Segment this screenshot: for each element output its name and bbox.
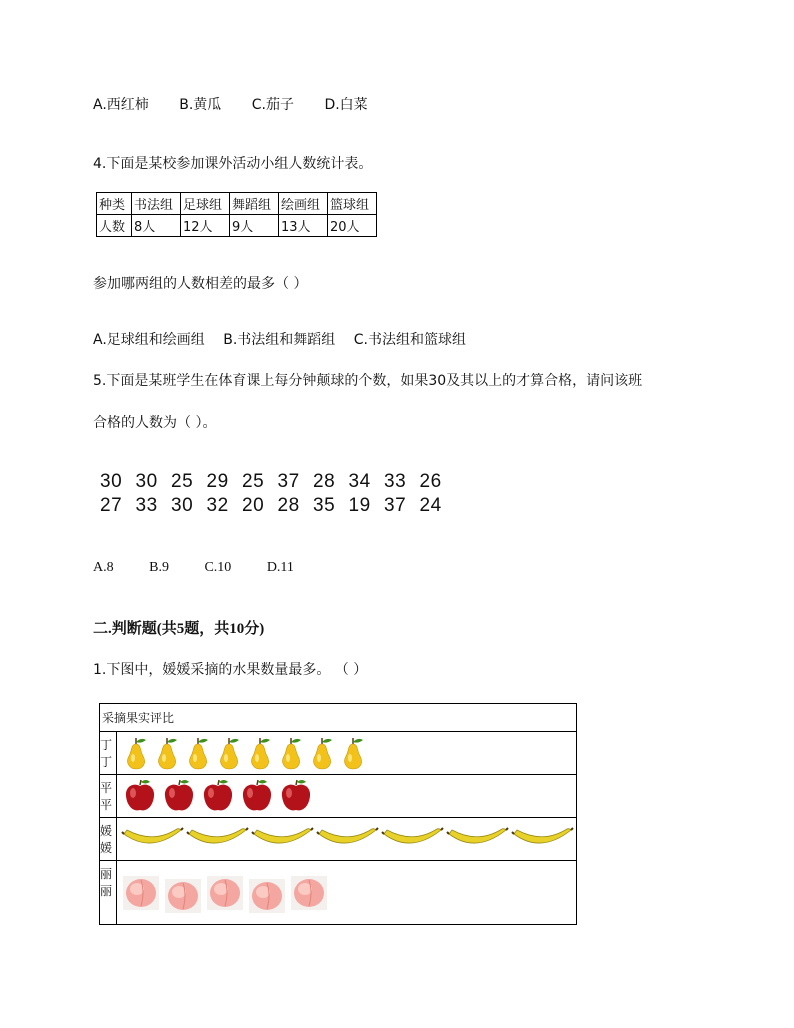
banana-icon bbox=[381, 824, 445, 854]
number-cell: 27 bbox=[100, 495, 123, 516]
q4-option-b[interactable]: B.书法组和舞蹈组 bbox=[223, 332, 336, 348]
q4-option-a[interactable]: A.足球组和绘画组 bbox=[93, 332, 205, 348]
table-cell: 足球组 bbox=[181, 193, 230, 215]
pear-icon bbox=[121, 736, 152, 770]
q4-question: 4.下面是某校参加课外活动小组人数统计表。 bbox=[93, 156, 373, 172]
fruit-row-name: 媛媛 bbox=[100, 818, 117, 861]
q3-option-b[interactable]: B.黄瓜 bbox=[179, 97, 222, 113]
number-cell: 33 bbox=[384, 471, 407, 492]
table-cell: 绘画组 bbox=[279, 193, 328, 215]
q3-option-d[interactable]: D.白菜 bbox=[324, 97, 368, 113]
apple-icon bbox=[160, 779, 199, 813]
pear-icons bbox=[117, 736, 576, 770]
fruit-row-name: 丁丁 bbox=[100, 732, 117, 775]
banana-icon bbox=[316, 824, 380, 854]
fruit-table-title: 采摘果实评比 bbox=[100, 704, 577, 732]
q5-numbers-row2 bbox=[100, 494, 455, 518]
number-cell: 25 bbox=[242, 471, 265, 492]
q3-options bbox=[93, 94, 394, 114]
number-cell: 26 bbox=[419, 471, 442, 492]
q5-options bbox=[93, 560, 326, 576]
peach-icon bbox=[247, 877, 287, 915]
pear-icon bbox=[276, 736, 307, 770]
fruit-row-dingding bbox=[100, 732, 577, 775]
q5-option-d[interactable]: D.11 bbox=[266, 560, 294, 575]
q4-stats-table bbox=[96, 192, 377, 237]
number-cell: 30 bbox=[135, 471, 158, 492]
table-cell: 种类 bbox=[97, 193, 132, 215]
number-cell: 24 bbox=[419, 495, 442, 516]
q5-question-line1: 5.下面是某班学生在体育课上每分钟颠球的个数，如果30及其以上的才算合格，请问该班 bbox=[93, 373, 643, 389]
q5-question-line2: 合格的人数为（ ）。 bbox=[93, 415, 217, 431]
number-cell: 25 bbox=[171, 471, 194, 492]
fruit-row-yuanyuan bbox=[100, 818, 577, 861]
table-cell: 9人 bbox=[230, 215, 279, 237]
fruit-row-name: 丽丽 bbox=[100, 861, 117, 925]
q5-option-a[interactable]: A.8 bbox=[93, 560, 114, 575]
apple-icon bbox=[199, 779, 238, 813]
peach-icon bbox=[289, 874, 329, 912]
fruit-picking-table bbox=[99, 703, 577, 925]
table-cell: 13人 bbox=[279, 215, 328, 237]
banana-icons bbox=[117, 824, 576, 854]
table-cell: 20人 bbox=[328, 215, 377, 237]
table-cell: 书法组 bbox=[132, 193, 181, 215]
peach-icons bbox=[117, 871, 576, 915]
number-cell: 29 bbox=[206, 471, 229, 492]
number-cell: 35 bbox=[313, 495, 336, 516]
number-cell: 33 bbox=[135, 495, 158, 516]
q4-options bbox=[93, 329, 480, 349]
banana-icon bbox=[446, 824, 510, 854]
table-cell: 人数 bbox=[97, 215, 132, 237]
q5-number-grid bbox=[100, 470, 455, 518]
apple-icon bbox=[277, 779, 316, 813]
number-cell: 30 bbox=[100, 471, 123, 492]
table-cell: 12人 bbox=[181, 215, 230, 237]
q4-table-data-row bbox=[97, 215, 377, 237]
number-cell: 28 bbox=[277, 495, 300, 516]
table-cell: 篮球组 bbox=[328, 193, 377, 215]
peach-icon bbox=[205, 874, 245, 912]
number-cell: 19 bbox=[348, 495, 371, 516]
banana-icon bbox=[121, 824, 185, 854]
section2-title: 二.判断题(共5题，共10分) bbox=[93, 621, 265, 637]
pear-icon bbox=[214, 736, 245, 770]
fruit-row-lili bbox=[100, 861, 577, 925]
banana-icon bbox=[511, 824, 575, 854]
apple-icons bbox=[117, 779, 576, 813]
pear-icon bbox=[338, 736, 369, 770]
fruit-row-name: 平平 bbox=[100, 775, 117, 818]
table-cell: 舞蹈组 bbox=[230, 193, 279, 215]
banana-icon bbox=[251, 824, 315, 854]
section2-q1: 1.下图中，媛媛采摘的水果数量最多。 （ ） bbox=[93, 662, 368, 678]
pear-icon bbox=[245, 736, 276, 770]
banana-icon bbox=[186, 824, 250, 854]
fruit-row-pingping bbox=[100, 775, 577, 818]
apple-icon bbox=[121, 779, 160, 813]
number-cell: 30 bbox=[171, 495, 194, 516]
pear-icon bbox=[183, 736, 214, 770]
apple-icon bbox=[238, 779, 277, 813]
q5-option-c[interactable]: C.10 bbox=[204, 560, 232, 575]
peach-icon bbox=[163, 877, 203, 915]
number-cell: 32 bbox=[206, 495, 229, 516]
peach-icon bbox=[121, 874, 161, 912]
number-cell: 34 bbox=[348, 471, 371, 492]
q4-table-header-row bbox=[97, 193, 377, 215]
number-cell: 28 bbox=[313, 471, 336, 492]
q5-numbers-row1 bbox=[100, 470, 455, 494]
number-cell: 20 bbox=[242, 495, 265, 516]
q4-option-c[interactable]: C.书法组和篮球组 bbox=[353, 332, 466, 348]
q4-sub-question: 参加哪两组的人数相差的最多（ ） bbox=[93, 276, 308, 292]
q3-option-c[interactable]: C.茄子 bbox=[251, 97, 294, 113]
q3-option-a[interactable]: A.西红柿 bbox=[93, 97, 149, 113]
table-cell: 8人 bbox=[132, 215, 181, 237]
pear-icon bbox=[152, 736, 183, 770]
pear-icon bbox=[307, 736, 338, 770]
q5-option-b[interactable]: B.9 bbox=[149, 560, 169, 575]
number-cell: 37 bbox=[277, 471, 300, 492]
number-cell: 37 bbox=[384, 495, 407, 516]
